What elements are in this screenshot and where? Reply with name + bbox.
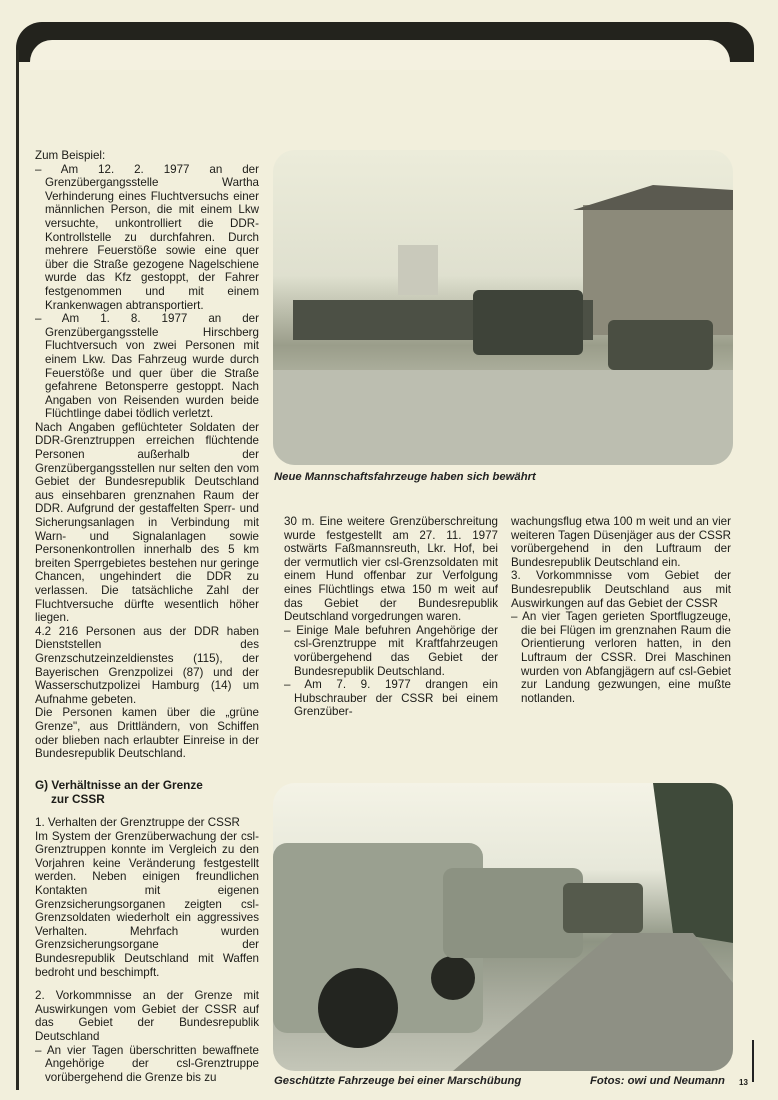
page-number: 13: [739, 1078, 748, 1087]
paragraph: 4.2 216 Personen aus der DDR haben Dienststellen des Grenzschutzeinzeldienstes (115), der Bayerischen Grenzpolizei (87) und der Wasserschutzpolizei Hamburg (14) um Aufnahme gebeten.: [35, 624, 259, 706]
photo-vehicles-parked: [273, 150, 733, 465]
photo-credit: Fotos: owi und Neumann: [590, 1075, 725, 1087]
left-column-bottom: [35, 778, 259, 1084]
paragraph: Im System der Grenzüberwachung der csl-Grenztruppen konnte im Vergleich zu den Vorjahren keine Veränderung festgestellt werden. Neben einigen freundlichen Kontakten mit eigenen Grenzsicherungsorganen zeigten csl-Grenzsoldaten wiederholt ein aggressives Verhalten. Mehrfach wurden Grenzsicherungsorgane der Bundesrepublik Deutschland mit Waffen bedroht und beschimpft.: [35, 829, 259, 979]
photo-armored-vehicles: [273, 783, 733, 1071]
header-band-inner: [30, 40, 730, 70]
subsection-title: 3. Vorkommnisse vom Gebiet der Bundesrepublik Deutschland aus mit Auswirkungen auf das Gebiet der CSSR: [511, 569, 731, 610]
intro: Zum Beispiel:: [35, 149, 106, 162]
left-rule: [16, 50, 19, 1090]
list-item: – Am 12. 2. 1977 an der Grenzübergangsstelle Wartha Verhinderung eines Fluchtversuchs einer männlichen Person, die mit einem Lkw versuchte, unkontrolliert die DDR-Kontrollstelle zu durchfahren. Durch mehrere Feuerstöße sowie eine quer über die Straße gezogene Nagelschiene wurde das Kfz gestoppt, der Fahrer festgenommen und mit einem Krankenwagen abtransportiert.: [35, 162, 259, 312]
subsection-title: 2. Vorkommnisse an der Grenze mit Auswirkungen vom Gebiet der CSSR auf das Gebiet der Bundesrepublik Deutschland: [35, 989, 259, 1043]
subsection-title: 1. Verhalten der Grenztruppe der CSSR: [35, 816, 240, 829]
list-item: – Am 1. 8. 1977 an der Grenzübergangsstelle Hirschberg Fluchtversuch von zwei Personen mit einem Lkw. Das Fahrzeug wurde durch Feuerstöße und quer über die Straße gefahrene Betonsperre gestoppt. Nach Angaben von Reisenden wurden beide Flüchtlinge dabei tödlich verletzt.: [35, 312, 259, 421]
photo-illustration: [273, 783, 733, 1071]
paragraph: wachungsflug etwa 100 m weit und an vier weiteren Tagen Düsenjäger aus der CSSR vorübergehend in den Luftraum der Bundesrepublik Deutschland ein.: [511, 515, 731, 569]
photo-caption: Geschützte Fahrzeuge bei einer Marschübung: [274, 1075, 522, 1087]
list-item: – An vier Tagen gerieten Sportflugzeuge, die bei Flügen im grenznahen Raum die Orientierung verloren hatten, in den Luftraum der CSSR. Drei Maschinen wurden von Abfangjägern auf csl-Gebiet zur Landung gezwungen, eine mußte notlanden.: [511, 610, 731, 705]
right-column: [511, 515, 731, 705]
right-rule: [752, 1040, 754, 1082]
section-heading: G) Verhältnisse an der Grenze zur CSSR: [35, 778, 203, 806]
middle-column: [284, 515, 498, 719]
list-item: – An vier Tagen überschritten bewaffnete Angehörige der csl-Grenztruppe vorübergehend die Grenze bis zu: [35, 1043, 259, 1084]
list-item: – Einige Male befuhren Angehörige der csl-Grenztruppe mit Kraftfahrzeugen vorübergehend das Gebiet der Bundesrepublik Deutschland.: [284, 623, 498, 678]
list-item: – Am 7. 9. 1977 drangen ein Hubschrauber der CSSR bei einem Grenzüber-: [284, 678, 498, 719]
paragraph: Die Personen kamen über die „grüne Grenze", aus Drittländern, von Schiffen oder blieben nach erlaubter Einreise in der Bundesrepublik Deutschland.: [35, 706, 259, 761]
paragraph: Nach Angaben geflüchteter Soldaten der DDR-Grenztruppen erreichen flüchtende Personen außerhalb der Grenzübergangsstellen nur selten den vom Gebiet der Bundesrepublik Deutschland aus einsehbaren grenznahen Raum der DDR. Aufgrund der gestaffelten Sperr- und Sicherungsanlagen in Verbindung mit Warn- und Signalanlagen sowie Personenkontrollen innerhalb des 5 km breiten Sperrgebietes bestehen nur geringe Chancen, ungehindert die DDR zu verlassen. Die tatsächliche Zahl der Fluchtversuche dürfte wesentlich höher liegen.: [35, 420, 259, 625]
photo-illustration: [273, 150, 733, 465]
paragraph: 30 m. Eine weitere Grenzüberschreitung wurde festgestellt am 27. 11. 1977 ostwärts Faßmannsreuth, Lkr. Hof, bei der vermutlich vier csl-Grenzsoldaten mit einem Hund offenbar zur Verfolgung eines Flüchtlings etwa 150 m weit auf das Gebiet der Bundesrepublik Deutschland vorgedrungen waren.: [284, 515, 498, 624]
photo-caption: Neue Mannschaftsfahrzeuge haben sich bewährt: [274, 471, 536, 483]
left-column-top: [35, 149, 259, 761]
